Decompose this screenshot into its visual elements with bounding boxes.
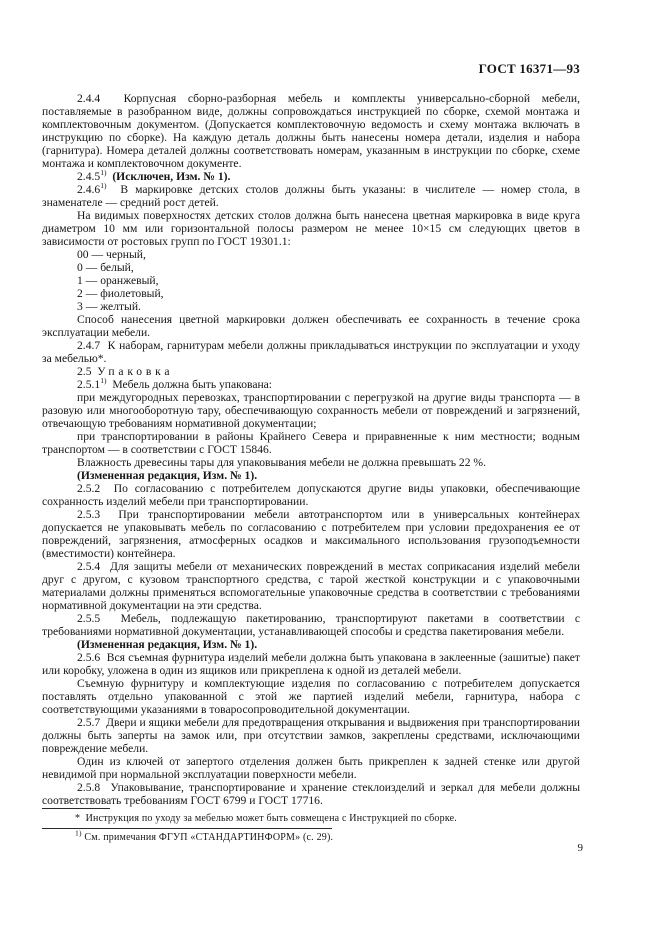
paragraph: 2.4.5$^{1)}$ (Исключен, Изм. № 1). [77, 168, 231, 183]
paragraph: Способ нанесения цветной маркировки должен обеспечивать ее сохранность в течение срока эксплуатации мебели. [42, 313, 580, 339]
footnote-asterisk [42, 813, 580, 826]
paragraph: 2.5.3 При транспортировании мебели автотранспортом или в универсальных контейнерах допускается не упаковывать мебель по согласованию с потребителем при условии предохранения ее от повреждений, загрязнения, атмосферных осадков и максимального использования грузоподъемности (вместимости) контейнера. [42, 508, 580, 560]
footnote-note1 [42, 828, 580, 845]
paragraph: 2 — фиолетовый, [77, 287, 164, 300]
paragraph: 2.5 Упаковка [77, 365, 174, 378]
doc-number-header: ГОСТ 16371—93 [478, 61, 580, 76]
page-content [42, 62, 580, 844]
paragraph: Один из ключей от запертого отделения должен быть прикреплен к задней стенке или другой невидимой при нормальной эксплуатации поверхности мебели. [42, 755, 580, 781]
footnotes-section [42, 808, 580, 844]
paragraph: 2.5.2 По согласованию с потребителем допускаются другие виды упаковки, обеспечивающие сохранность изделий мебели при транспортировании. [42, 482, 580, 508]
paragraph: 1 — оранжевый, [77, 274, 159, 287]
paragraph: Съемную фурнитуру и комплектующие изделия по согласованию с потребителем допускается поставлять отдельно упакованной с этой же партией изделий мебели, гарнитура, набора с соответствующими указаниями в товаросопроводительной документации. [42, 677, 580, 716]
paragraph: 2.4.6$^{1)}$ В маркировке детских столов должны быть указаны: в числителе — номер стола, в знаменателе — средний рост детей. [42, 181, 580, 209]
footnote-text: $^{1)}$ См. примечания ФГУП «СТАНДАРТИНФОРМ» (с. 29). [75, 828, 334, 843]
paragraph: 2.5.7 Двери и ящики мебели для предотвращения открывания и выдвижения при транспортировании должны быть заперты на замок или, при отсутствии замков, закреплены средствами, исключающими повреждение мебели. [42, 716, 580, 755]
paragraph: 2.4.4 Корпусная сборно-разборная мебель и комплекты универсально-сборной мебели, поставляемые в разобранном виде, должны сопровождаться инструкцией по сборке, схемой монтажа и комплектовочным документом. (Допускается комплектовочную ведомость и схему монтажа включать в инструкцию по сборке). На каждую деталь должны быть нанесены номера детали, изделия и набора (гарнитура). Номера деталей должны соответствовать номерам, указанным в инструкции по сборке, схеме монтажа и комплектовочном документе. [42, 92, 580, 170]
paragraph: 2.5.5 Мебель, подлежащую пакетированию, транспортируют пакетами в соответствии с требованиями нормативной документации, устанавливающей способы и средства пакетирования мебели. [42, 612, 580, 638]
paragraph: 2.5.1$^{1)}$ Мебель должна быть упакована: [77, 376, 273, 391]
paragraph: 2.5.4 Для защиты мебели от механических повреждений в местах соприкасания изделий мебели друг с другом, с кузовом транспортного средства, с тарой жесткой конструкции и с упаковочными материалами должны применяться вспомогательные упаковочные средства в соответствии с требованиями нормативной документации на эти средства. [42, 560, 580, 612]
paragraph: при транспортировании в районы Крайнего Севера и приравненные к ним местности; водным транспортом — в соответствии с ГОСТ 15846. [42, 430, 580, 456]
paragraph: 00 — черный, [77, 248, 146, 261]
paragraph: 2.5.8 Упаковывание, транспортирование и хранение стеклоизделий и зеркал для мебели должны соответствовать требованиям ГОСТ 6799 и ГОСТ 17716. [42, 781, 580, 807]
editorial-note-separator-rule [42, 828, 332, 829]
paragraph: На видимых поверхностях детских столов должна быть нанесена цветная маркировка в виде круга диаметром 10 мм или горизонтальной полосы размером не менее 10×15 см следующих цветов в зависимости от ростовых групп по ГОСТ 19301.1: [42, 209, 580, 248]
footnote-separator-rule [42, 808, 110, 809]
paragraph: (Измененная редакция, Изм. № 1). [77, 469, 258, 482]
page-number: 9 [577, 842, 583, 854]
paragraph: 0 — белый, [77, 261, 134, 274]
paragraph: 2.4.7 К наборам, гарнитурам мебели должны прикладываться инструкции по эксплуатации и уходу за мебелью*. [42, 339, 580, 365]
paragraph: (Измененная редакция, Изм. № 1). [77, 638, 258, 651]
document-body [42, 92, 580, 807]
paragraph: 3 — желтый. [77, 300, 141, 313]
paragraph: при междугородных перевозках, транспортировании с перегрузкой на другие виды транспорта — в разовую или многооборотную тару, обеспечивающую сохранность мебели от повреждений и загрязнений, отвечающую требованиям нормативной документации; [42, 391, 580, 430]
paragraph: Влажность древесины тары для упаковывания мебели не должна превышать 22 %. [77, 456, 486, 469]
paragraph: 2.5.6 Вся съемная фурнитура изделий мебели должна быть упакована в заклеенные (зашитые) пакет или коробку, уложена в один из ящиков или прикреплена к одной из деталей мебели. [42, 651, 580, 677]
footnote-text: * Инструкция по уходу за мебелью может быть совмещена с Инструкцией по сборке. [75, 813, 457, 824]
